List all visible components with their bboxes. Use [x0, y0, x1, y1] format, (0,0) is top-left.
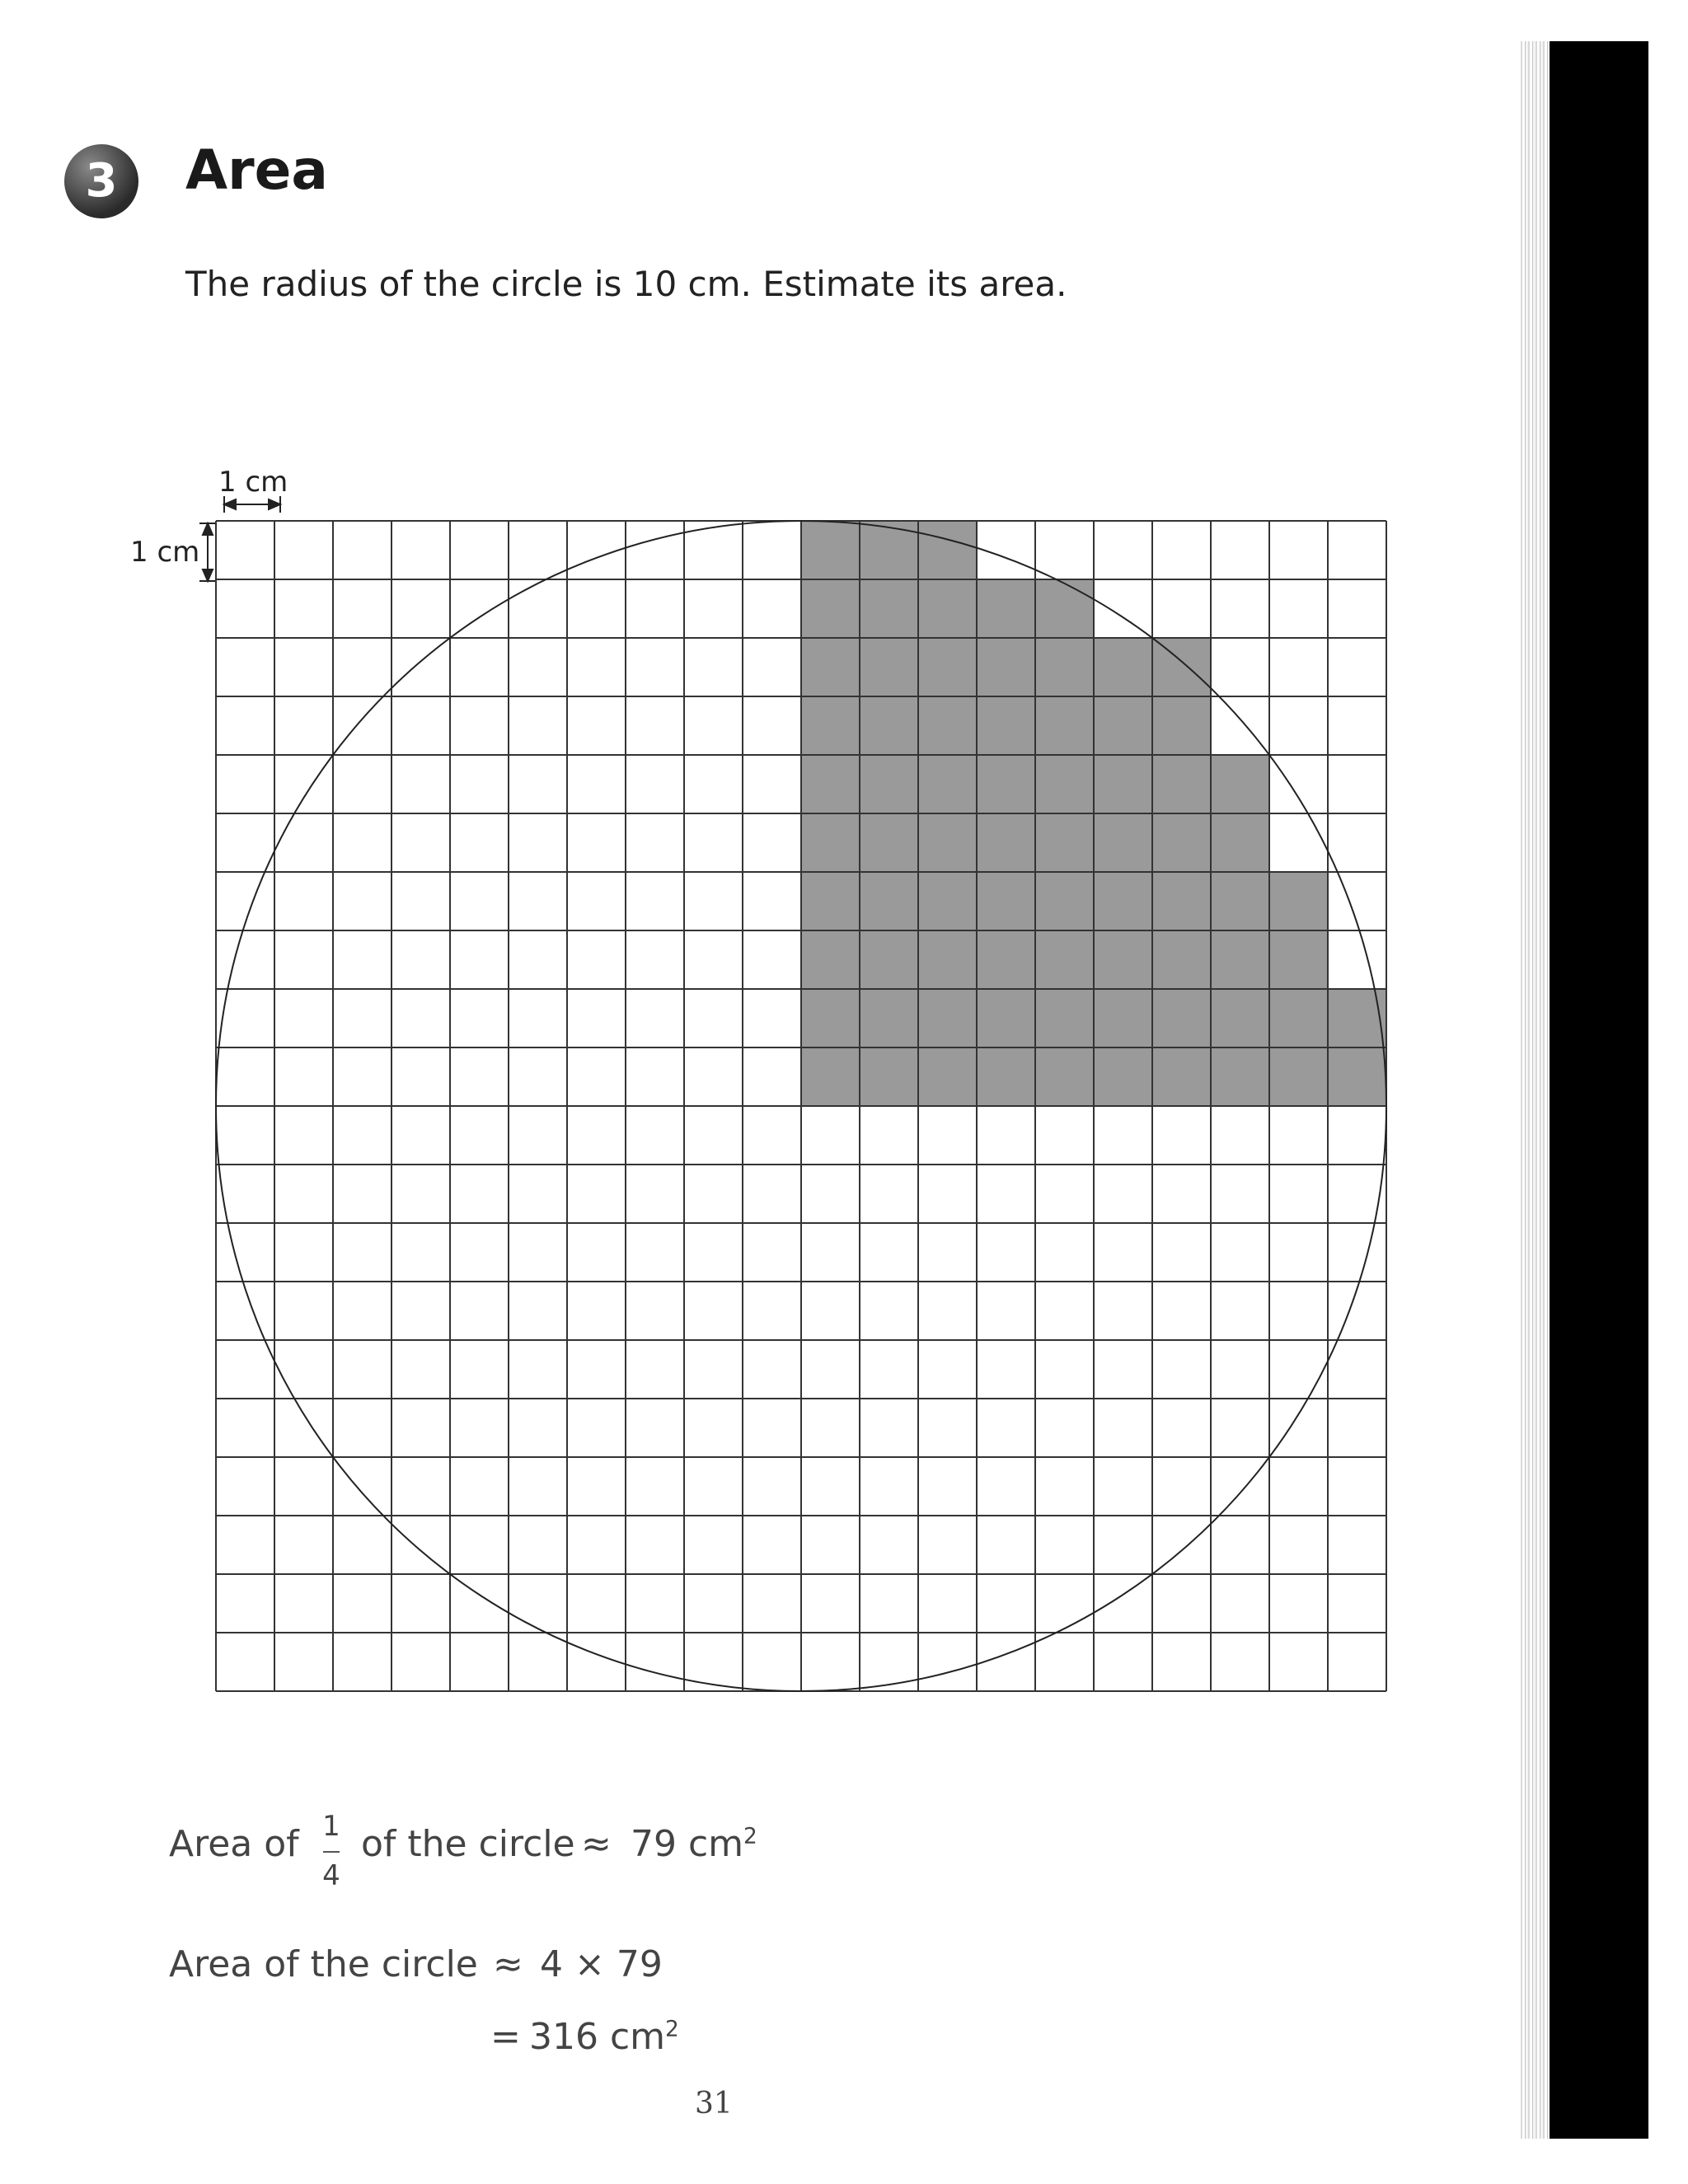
shaded-square: [1094, 638, 1152, 696]
shaded-square: [801, 579, 860, 638]
approx-symbol-2: ≈: [493, 1943, 523, 1985]
shaded-square: [918, 638, 977, 696]
shaded-square: [977, 579, 1035, 638]
working-line2-value: 4 × 79: [540, 1943, 663, 1985]
shaded-square: [1152, 638, 1211, 696]
shaded-square: [860, 755, 918, 813]
shaded-square: [977, 813, 1035, 872]
shaded-square: [918, 755, 977, 813]
shaded-square: [1211, 930, 1269, 989]
unit-label-left: 1 cm: [130, 536, 200, 569]
shaded-square: [1211, 989, 1269, 1047]
shaded-square: [801, 1047, 860, 1106]
shaded-square: [1152, 755, 1211, 813]
shaded-square: [1152, 813, 1211, 872]
shaded-square: [1211, 872, 1269, 930]
shaded-square: [1094, 930, 1152, 989]
shaded-square: [860, 579, 918, 638]
unit-arrow-horizontal: [224, 496, 280, 513]
shaded-square: [801, 521, 860, 579]
shaded-square: [1152, 989, 1211, 1047]
fraction-numerator: 1: [322, 1810, 340, 1843]
shaded-square: [1094, 872, 1152, 930]
shaded-square: [918, 930, 977, 989]
shaded-square: [1035, 989, 1094, 1047]
shaded-square: [1211, 755, 1269, 813]
equals-symbol: =: [490, 2016, 521, 2058]
shaded-square: [801, 638, 860, 696]
shaded-square: [1269, 872, 1328, 930]
shaded-square: [1269, 1047, 1328, 1106]
unit-arrow-vertical: [199, 523, 216, 581]
shaded-square: [918, 521, 977, 579]
shaded-square: [1328, 1047, 1386, 1106]
shaded-square: [801, 872, 860, 930]
shaded-square: [1035, 755, 1094, 813]
shaded-square: [801, 755, 860, 813]
shaded-square: [1269, 930, 1328, 989]
shaded-square: [860, 521, 918, 579]
shaded-square: [1152, 1047, 1211, 1106]
shaded-square: [918, 1047, 977, 1106]
shaded-square: [1211, 1047, 1269, 1106]
fraction-bar: [323, 1851, 340, 1853]
shaded-square: [860, 813, 918, 872]
section-number-badge: 3: [64, 144, 138, 218]
shaded-square: [860, 989, 918, 1047]
shaded-square: [918, 989, 977, 1047]
shaded-square: [860, 872, 918, 930]
shaded-square: [977, 755, 1035, 813]
shaded-square: [801, 989, 860, 1047]
shaded-square: [977, 872, 1035, 930]
working-line1-prefix: Area of: [169, 1823, 299, 1865]
shaded-square: [918, 813, 977, 872]
shaded-square: [918, 872, 977, 930]
shaded-square: [1035, 579, 1094, 638]
shaded-square: [1094, 989, 1152, 1047]
shaded-square: [1035, 813, 1094, 872]
shaded-square: [1094, 755, 1152, 813]
shaded-square: [1035, 872, 1094, 930]
shaded-square: [1094, 696, 1152, 755]
shaded-square: [1035, 638, 1094, 696]
approx-symbol-1: ≈: [581, 1823, 612, 1865]
shaded-square: [977, 930, 1035, 989]
working-line1-value: 79 $cm^2$: [631, 1823, 757, 1865]
shaded-square: [1328, 989, 1386, 1047]
working-line3-value: 316 $cm^2$: [529, 2016, 679, 2058]
shaded-square: [1152, 872, 1211, 930]
shaded-square: [801, 696, 860, 755]
shaded-square: [977, 638, 1035, 696]
fraction-denominator: 4: [322, 1859, 340, 1892]
shaded-square: [1152, 696, 1211, 755]
shaded-square: [977, 989, 1035, 1047]
working-line1-mid: of the circle: [361, 1823, 575, 1865]
shaded-square: [860, 1047, 918, 1106]
shaded-square: [977, 696, 1035, 755]
shaded-square: [918, 696, 977, 755]
shaded-square: [860, 696, 918, 755]
unit-label-top: 1 cm: [218, 466, 288, 499]
section-title: Area: [185, 138, 328, 202]
shaded-square: [1035, 696, 1094, 755]
shaded-square: [801, 930, 860, 989]
shaded-square: [977, 1047, 1035, 1106]
shaded-square: [860, 638, 918, 696]
shaded-square: [1094, 1047, 1152, 1106]
shaded-square: [918, 579, 977, 638]
shaded-square: [1094, 813, 1152, 872]
shaded-square: [1269, 989, 1328, 1047]
shaded-square: [1035, 1047, 1094, 1106]
problem-prompt: The radius of the circle is 10 cm. Estimate its area.: [185, 264, 1067, 304]
shaded-square: [1035, 930, 1094, 989]
page-number: 31: [695, 2087, 733, 2121]
shaded-square: [1211, 813, 1269, 872]
working-line2-prefix: Area of the circle: [169, 1943, 478, 1985]
shaded-square: [860, 930, 918, 989]
square-grid: [216, 521, 1386, 1691]
shaded-square: [801, 813, 860, 872]
shaded-square: [1152, 930, 1211, 989]
